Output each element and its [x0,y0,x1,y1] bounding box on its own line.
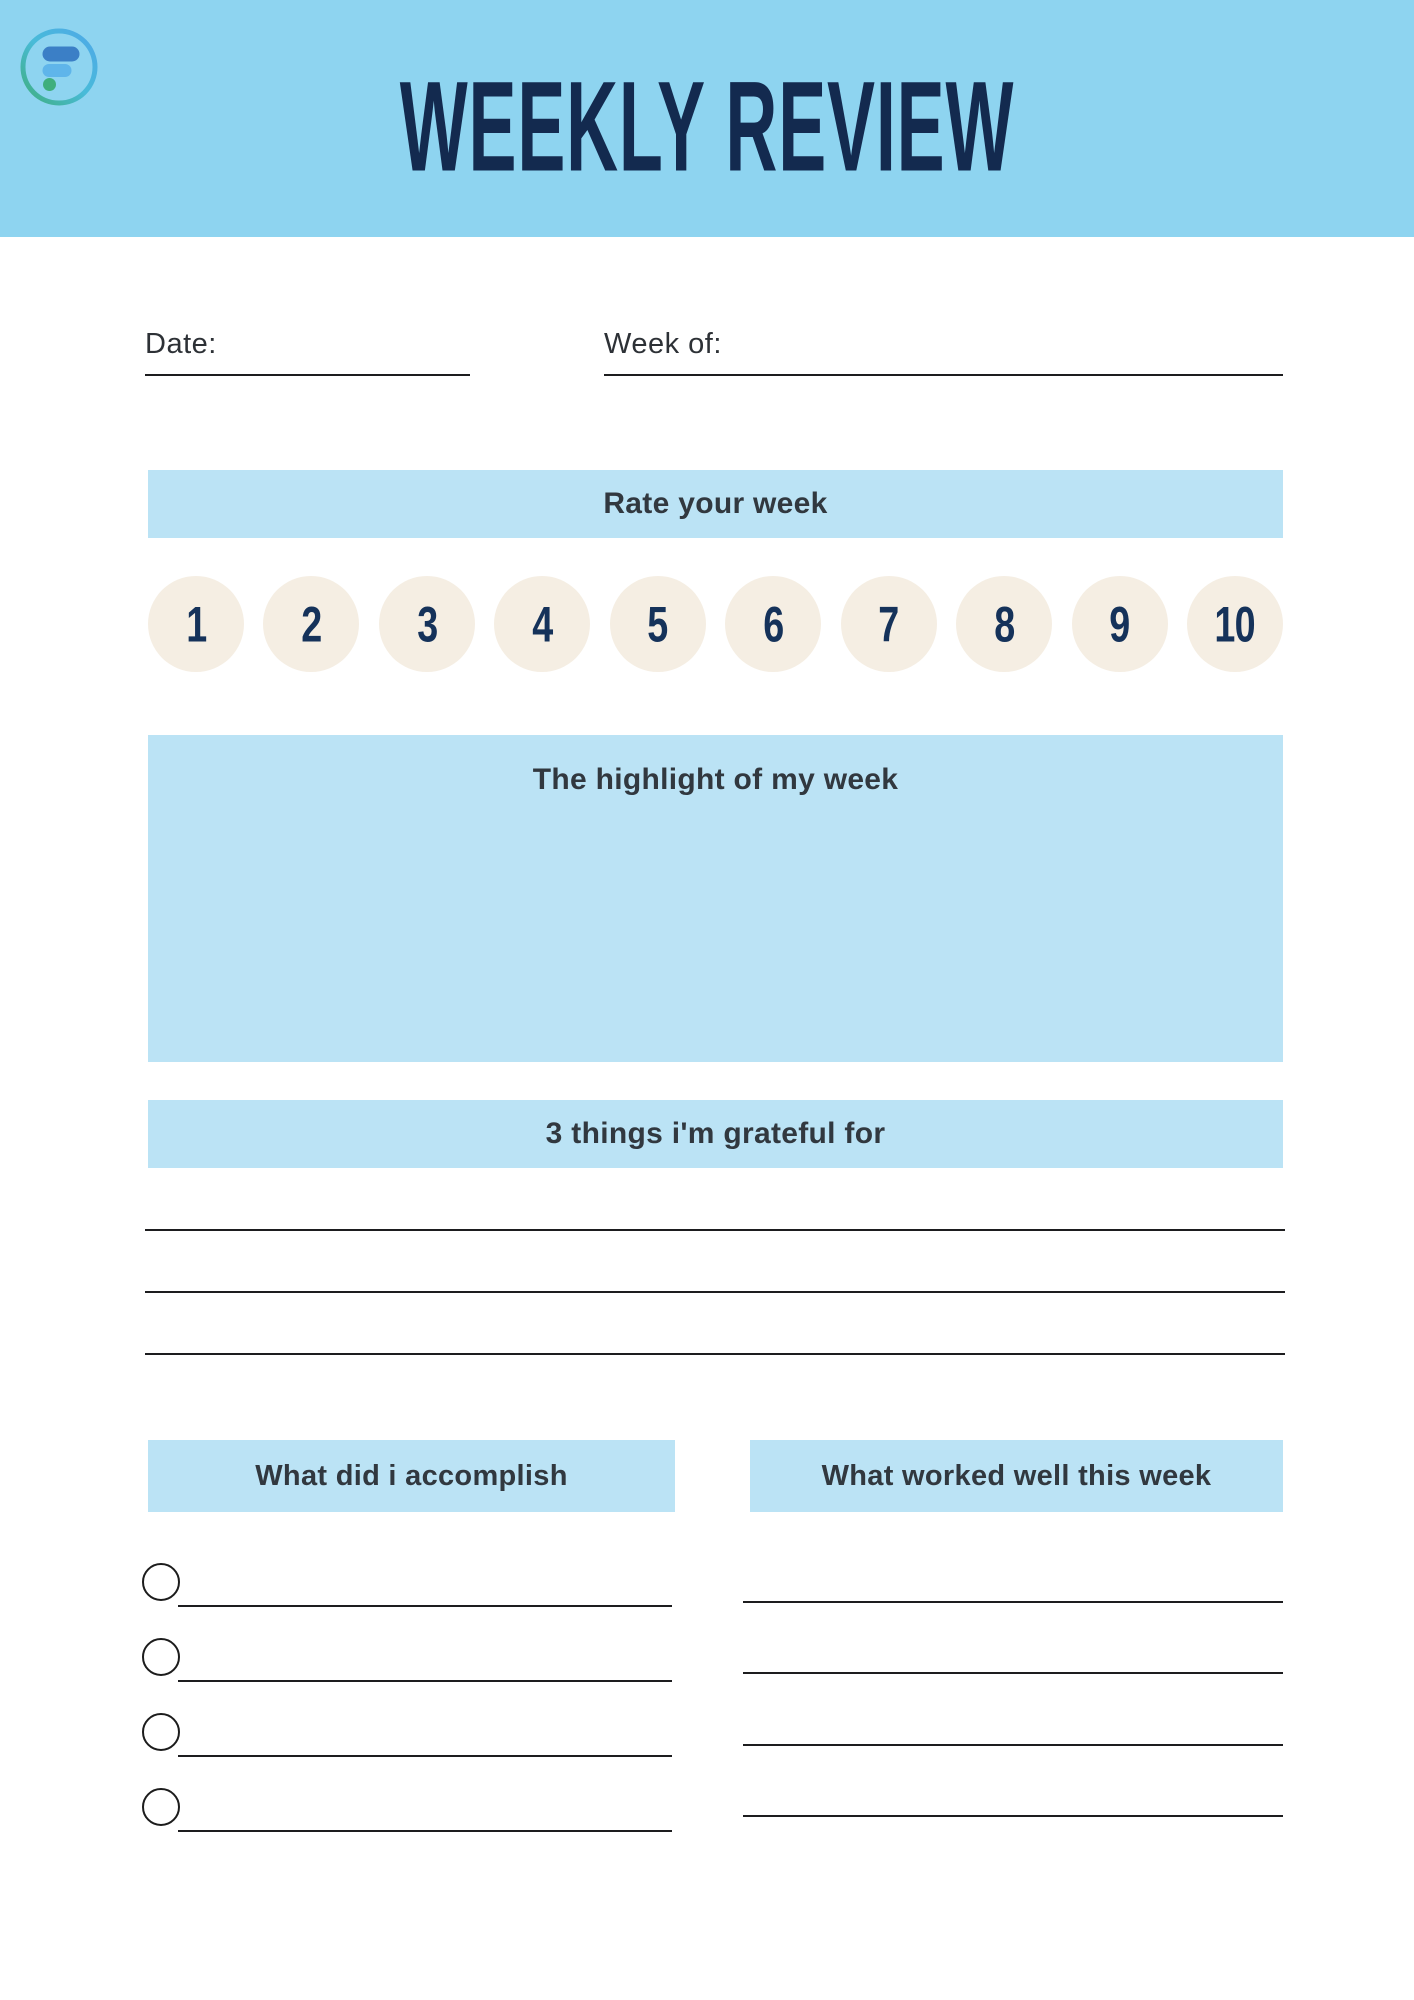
worked-well-line-3[interactable] [743,1744,1283,1746]
rating-option-5[interactable] [610,576,706,672]
rating-option-8[interactable] [956,576,1052,672]
accomplish-header-band [148,1440,675,1512]
brand-logo-icon [18,26,100,108]
rating-option-7-label: 7 [878,595,899,653]
rating-option-2-label: 2 [301,595,322,653]
worked-well-line-1[interactable] [743,1601,1283,1603]
accomplish-line-2[interactable] [178,1680,672,1682]
rate-week-header-band [148,470,1283,538]
worked-well-header-label: What worked well this week [821,1459,1212,1492]
accomplish-checkbox-3[interactable] [142,1713,180,1751]
rating-option-3[interactable] [379,576,475,672]
accomplish-header-label: What did i accomplish [255,1459,568,1492]
accomplish-line-1[interactable] [178,1605,672,1607]
accomplish-checkbox-4[interactable] [142,1788,180,1826]
rating-option-3-label: 3 [416,595,437,653]
grateful-line-1[interactable] [145,1229,1285,1231]
highlight-writing-area[interactable] [148,735,1283,1062]
accomplish-line-4[interactable] [178,1830,672,1832]
grateful-header-band [148,1100,1283,1168]
date-field-group [145,328,470,376]
highlight-header: The highlight of my week [532,763,899,796]
week-of-input-line[interactable] [604,374,1283,376]
rating-option-6[interactable] [725,576,821,672]
rating-option-1-label: 1 [185,595,207,653]
rating-option-4-label: 4 [532,595,553,653]
grateful-header-label: 3 things i'm grateful for [545,1117,886,1150]
rating-option-2[interactable] [263,576,359,672]
worked-well-line-4[interactable] [743,1815,1283,1817]
accomplish-line-3[interactable] [178,1755,672,1757]
header-banner [0,0,1414,237]
rating-option-10[interactable] [1187,576,1283,672]
rating-scale [148,576,1283,672]
rating-option-10-label: 10 [1214,595,1256,653]
rating-option-5-label: 5 [647,595,668,653]
rating-option-6-label: 6 [763,595,784,653]
rating-option-9-label: 9 [1109,595,1130,653]
rating-option-4[interactable] [494,576,590,672]
rating-option-7[interactable] [841,576,937,672]
rating-option-8-label: 8 [993,595,1015,653]
accomplish-checkbox-2[interactable] [142,1638,180,1676]
week-of-label: Week of: [604,328,722,360]
date-label: Date: [145,328,217,360]
rating-option-9[interactable] [1072,576,1168,672]
accomplish-checkbox-1[interactable] [142,1563,180,1601]
page-title: WEEKLY REVIEW [399,56,1015,199]
grateful-line-2[interactable] [145,1291,1285,1293]
worked-well-header-band [750,1440,1283,1512]
rating-option-1[interactable] [148,576,244,672]
grateful-line-3[interactable] [145,1353,1285,1355]
week-of-field-group [604,328,1283,376]
worked-well-line-2[interactable] [743,1672,1283,1674]
rate-week-header-label: Rate your week [603,487,828,520]
date-input-line[interactable] [145,374,470,376]
